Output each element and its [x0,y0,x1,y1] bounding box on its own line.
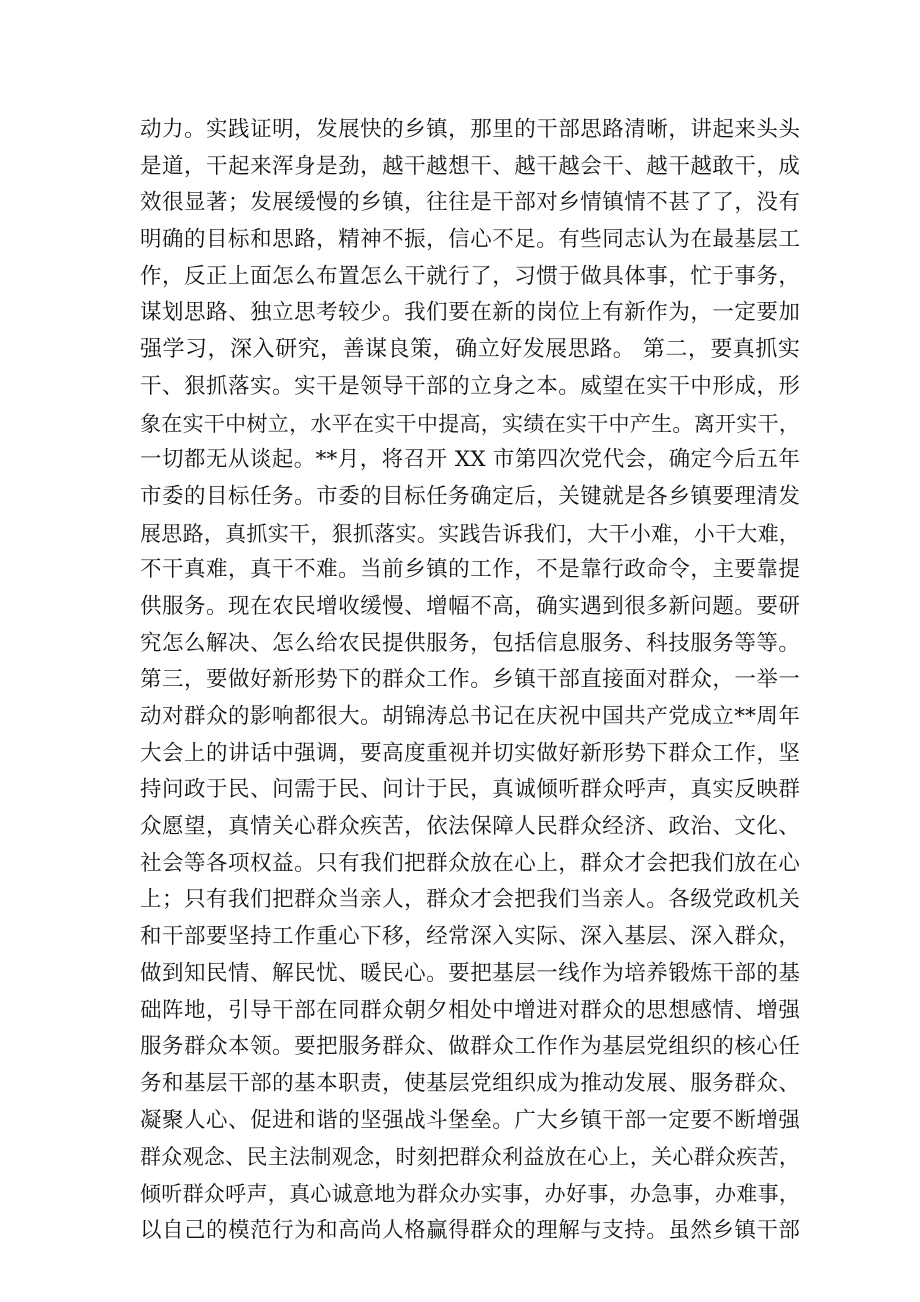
text-line: 和干部要坚持工作重心下移，经常深入实际、深入基层、深入群众， [140,924,800,950]
text-line: 明确的目标和思路，精神不振，信心不足。有些同志认为在最基层工 [140,227,800,253]
text-line: 是道，干起来浑身是劲，越干越想干、越干越会干、越干越敢干，成 [140,153,800,179]
text-line: 做到知民情、解民忧、暖民心。要把基层一线作为培养锻炼干部的基 [140,960,800,986]
text-line: 效很显著；发展缓慢的乡镇，往往是干部对乡情镇情不甚了了，没有 [140,190,800,216]
text-line: 强学习，深入研究，善谋良策，确立好发展思路。 第二，要真抓实 [140,337,800,363]
text-line: 凝聚人心、促进和谐的坚强战斗堡垒。广大乡镇干部一定要不断增强 [140,1107,800,1133]
text-line: 础阵地，引导干部在同群众朝夕相处中增进对群众的思想感情、增强 [140,997,800,1023]
text-line: 大会上的讲话中强调，要高度重视并切实做好新形势下群众工作，坚 [140,740,800,766]
text-line: 一切都无从谈起。**月，将召开 XX 市第四次党代会，确定今后五年 [140,447,800,473]
text-line: 展思路，真抓实干，狠抓落实。实践告诉我们，大干小难，小干大难， [140,521,800,546]
text-line: 干、狠抓落实。实干是领导干部的立身之本。威望在实干中形成，形 [140,373,800,399]
text-line: 社会等各项权益。只有我们把群众放在心上，群众才会把我们放在心 [140,850,800,876]
text-line: 作，反正上面怎么布置怎么干就行了，习惯于做具体事，忙于事务， [140,263,800,289]
text-line: 服务群众本领。要把服务群众、做群众工作作为基层党组织的核心任 [140,1034,800,1060]
text-line: 动对群众的影响都很大。胡锦涛总书记在庆祝中国共产党成立**周年 [140,704,800,729]
text-line: 务和基层干部的基本职责，使基层党组织成为推动发展、服务群众、 [140,1070,800,1096]
text-line: 象在实干中树立，水平在实干中提高，实绩在实干中产生。离开实干， [140,411,800,436]
text-line: 众愿望，真情关心群众疾苦，依法保障人民群众经济、政治、文化、 [140,814,800,840]
text-line: 上；只有我们把群众当亲人，群众才会把我们当亲人。各级党政机关 [140,887,800,913]
text-line: 倾听群众呼声，真心诚意地为群众办实事，办好事，办急事，办难事， [140,1181,800,1206]
text-line: 谋划思路、独立思考较少。我们要在新的岗位上有新作为，一定要加 [140,300,800,326]
body-text [140,112,800,1249]
text-line: 市委的目标任务。市委的目标任务确定后，关键就是各乡镇要理清发 [140,483,800,509]
text-line: 动力。实践证明，发展快的乡镇，那里的干部思路清晰，讲起来头头 [140,117,800,142]
text-line: 持问政于民、问需于民、问计于民，真诚倾听群众呼声，真实反映群 [140,777,800,803]
text-line: 群众观念、民主法制观念，时刻把群众利益放在心上，关心群众疾苦， [140,1145,800,1170]
text-line: 不干真难，真干不难。当前乡镇的工作，不是靠行政命令，主要靠提 [140,557,800,583]
text-line: 以自己的模范行为和高尚人格赢得群众的理解与支持。虽然乡镇干部 [140,1217,800,1243]
text-line: 供服务。现在农民增收缓慢、增幅不高，确实遇到很多新问题。要研 [140,593,800,619]
text-line: 第三，要做好新形势下的群众工作。乡镇干部直接面对群众，一举一 [140,667,800,693]
text-line: 究怎么解决、怎么给农民提供服务，包括信息服务、科技服务等等。 [140,630,800,656]
